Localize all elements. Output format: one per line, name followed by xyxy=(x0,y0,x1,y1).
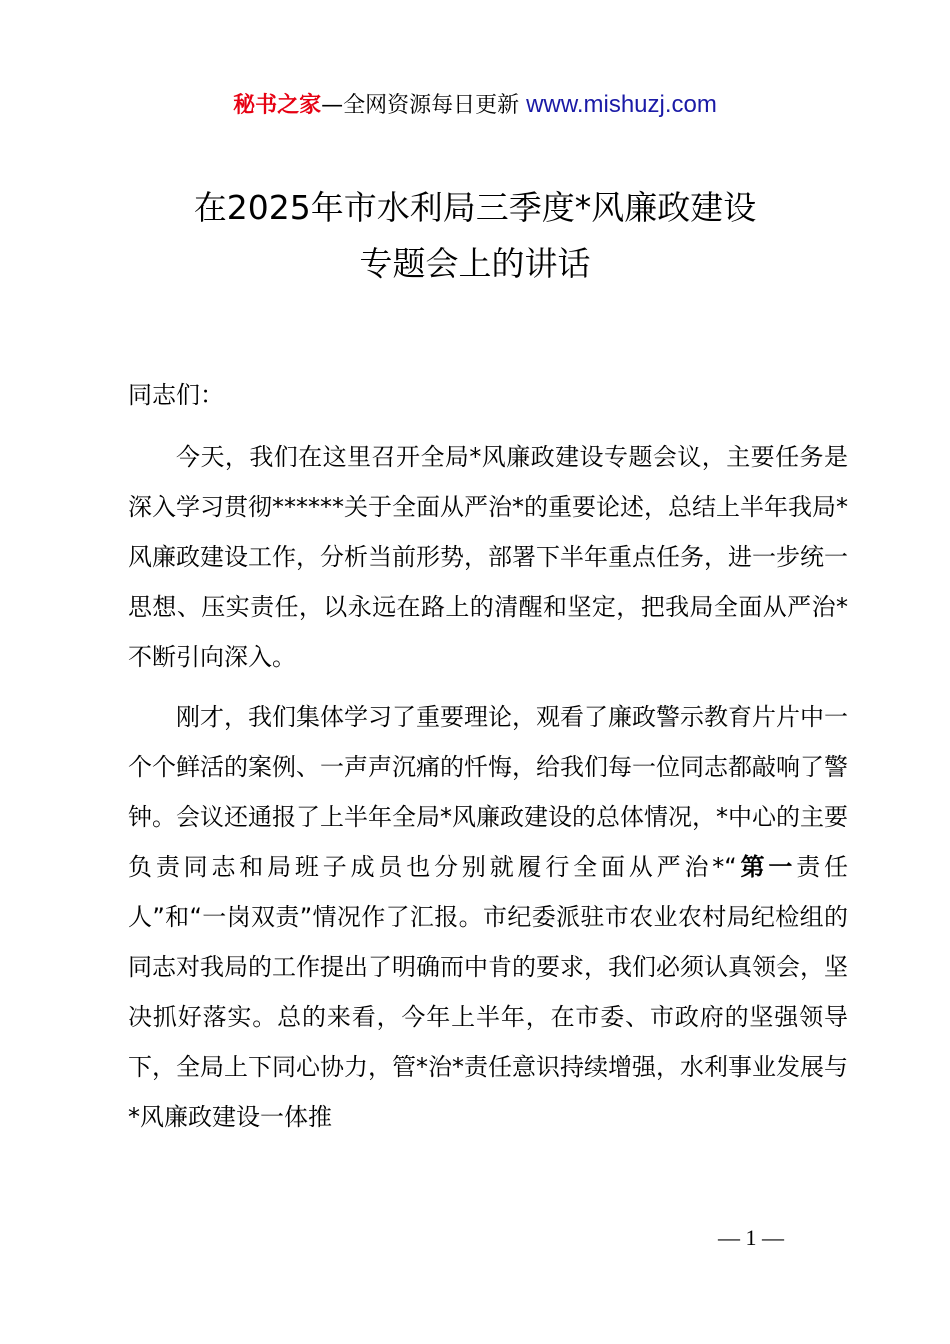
page-number: — 1 — xyxy=(718,1225,784,1250)
paragraph-2-bold: 第一 xyxy=(736,853,797,881)
brand-name: 秘书之家 xyxy=(233,93,322,118)
site-url-link[interactable]: www.mishuzj.com xyxy=(526,91,717,118)
title-line-2: 专题会上的讲话 xyxy=(359,244,591,283)
header-tagline: —全网资源每日更新 xyxy=(321,93,527,118)
speech-body xyxy=(128,370,848,1142)
paragraph-1: 今天，我们在这里召开全局*风廉政建设专题会议，主要任务是深入学习贯彻******关于全面从严治*的重要论述，总结上半年我局*风廉政建设工作，分析当前形势，部署下半年重点任务，进一步统一思想、压实责任，以永远在路上的清醒和坚定，把我局全面从严治*不断引向深入。 xyxy=(128,443,848,671)
paragraph-2 xyxy=(128,692,848,1142)
paragraph-2-part-b: 责任人”和“一岗双责”情况作了汇报。市纪委派驻市农业农村局纪检组的同志对我局的工作提出了明确而中肯的要求，我们必须认真领会，坚决抓好落实。总的来看，今年上半年，在市委、市政府的坚强领导下，全局上下同心协力，管*治*责任意识持续增强，水利事业发展与*风廉政建设一体推 xyxy=(128,853,849,1131)
site-header xyxy=(0,88,950,123)
paragraph-2-part-a: 刚才，我们集体学习了重要理论，观看了廉政警示教育片片中一个个鲜活的案例、一声声沉痛的忏悔，给我们每一位同志都敲响了警钟。会议还通报了上半年全局*风廉政建设的总体情况，*中心的主要负责同志和局班子成员也分别就履行全面从严治*“ xyxy=(128,703,848,881)
document-title xyxy=(0,180,950,292)
salutation: 同志们： xyxy=(128,381,224,409)
title-line-1: 在2025年市水利局三季度*风廉政建设 xyxy=(193,188,757,227)
